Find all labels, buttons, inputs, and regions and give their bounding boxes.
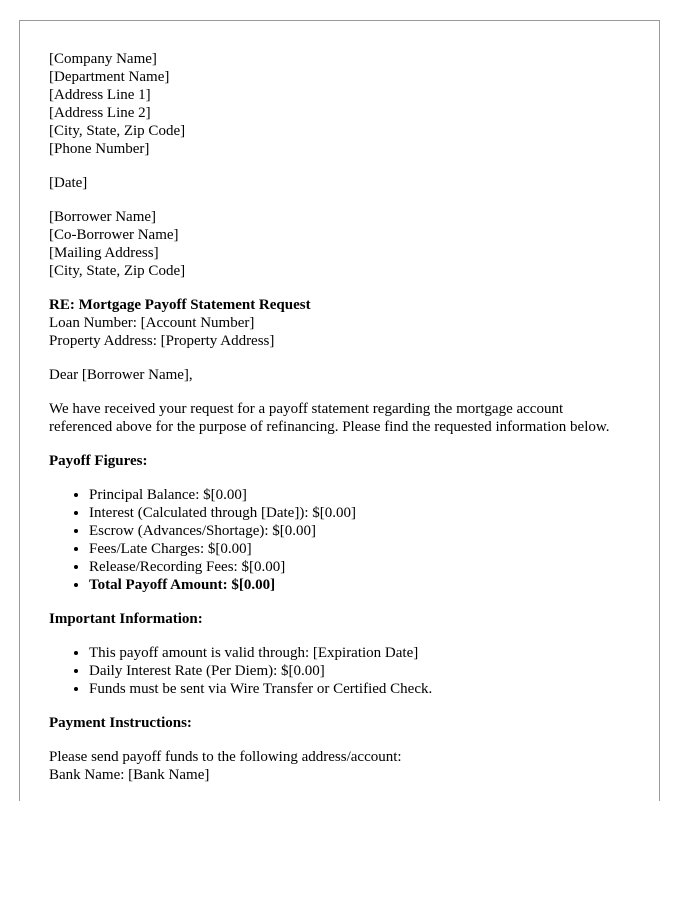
sender-address-line-2: [Address Line 2] — [49, 105, 151, 121]
salutation: Dear [Borrower Name], — [49, 367, 193, 383]
intro-block — [49, 400, 614, 436]
subject-re-line: RE: Mortgage Payoff Statement Request — [49, 297, 311, 313]
recipient-block — [49, 208, 614, 280]
letter-date: [Date] — [49, 175, 88, 191]
payment-instructions-heading: Payment Instructions: — [49, 715, 192, 731]
date-block — [49, 174, 614, 192]
recipient-city-state-zip: [City, State, Zip Code] — [49, 263, 186, 279]
important-information-section — [49, 610, 614, 698]
intro-paragraph: We have received your request for a payoff statement regarding the mortgage account referenced above for the purpose of refinancing. Please find the requested information below. — [49, 401, 610, 435]
list-item: • Interest (Calculated through [Date]): $[0.00] — [89, 504, 614, 522]
sender-city-state-zip: [City, State, Zip Code] — [49, 123, 186, 139]
salutation-block — [49, 366, 614, 384]
recipient-mailing-address: [Mailing Address] — [49, 245, 159, 261]
list-item: • Fees/Late Charges: $[0.00] — [89, 540, 614, 558]
list-item: • This payoff amount is valid through: [Expiration Date] — [89, 644, 614, 662]
list-item: • Release/Recording Fees: $[0.00] — [89, 558, 614, 576]
recipient-co-borrower-name: [Co-Borrower Name] — [49, 227, 179, 243]
payment-instructions-bank-name: Bank Name: [Bank Name] — [49, 767, 210, 783]
important-information-heading: Important Information: — [49, 611, 203, 627]
payoff-figures-section — [49, 452, 614, 594]
list-item: • Daily Interest Rate (Per Diem): $[0.00] — [89, 662, 614, 680]
sender-address-line-1: [Address Line 1] — [49, 87, 151, 103]
important-information-list — [49, 644, 614, 698]
list-item: • Escrow (Advances/Shortage): $[0.00] — [89, 522, 614, 540]
sender-department-name: [Department Name] — [49, 69, 170, 85]
payment-instructions-intro: Please send payoff funds to the following address/account: — [49, 749, 402, 765]
recipient-borrower-name: [Borrower Name] — [49, 209, 157, 225]
list-item: • Principal Balance: $[0.00] — [89, 486, 614, 504]
list-item: • Funds must be sent via Wire Transfer or Certified Check. — [89, 680, 614, 698]
payoff-figures-list — [49, 486, 614, 594]
sender-phone-number: [Phone Number] — [49, 141, 150, 157]
subject-loan-number: Loan Number: [Account Number] — [49, 315, 255, 331]
sender-block — [49, 50, 614, 158]
letter-page — [19, 20, 660, 801]
subject-block — [49, 296, 614, 350]
payment-instructions-section — [49, 714, 614, 784]
payoff-figures-heading: Payoff Figures: — [49, 453, 148, 469]
sender-company-name: [Company Name] — [49, 51, 157, 67]
subject-property-address: Property Address: [Property Address] — [49, 333, 275, 349]
letter-content — [49, 50, 614, 784]
total-payoff-amount: • Total Payoff Amount: $[0.00] — [89, 576, 614, 594]
